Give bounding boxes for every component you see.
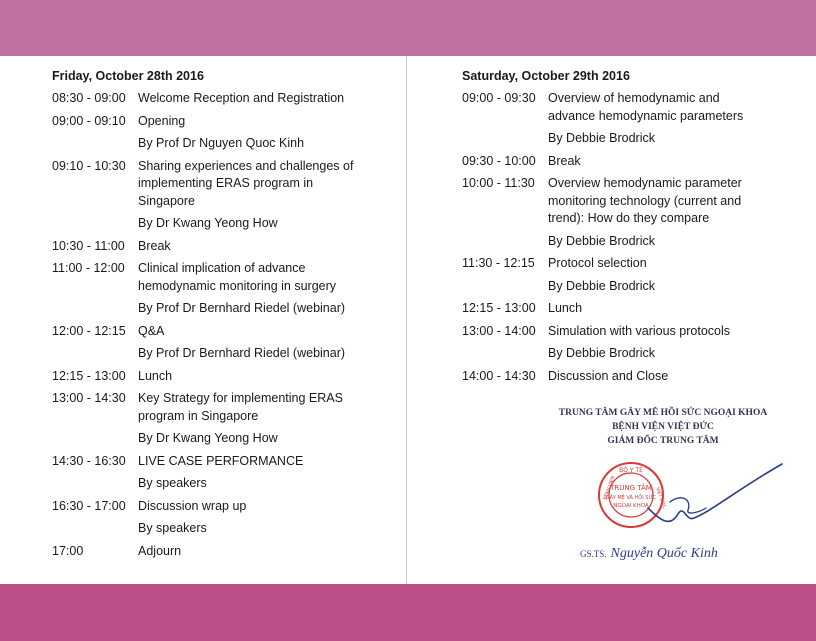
session-text: Lunch (548, 301, 583, 315)
session-time: 12:15 - 13:00 (52, 368, 126, 383)
schedule-row (462, 90, 792, 125)
session-text: By Debbie Brodrick (548, 346, 655, 360)
bottom-color-band (0, 584, 816, 641)
svg-text:BỘ Y TẾ: BỘ Y TẾ (619, 467, 643, 474)
session-time: 11:00 - 12:00 (52, 261, 125, 275)
friday-rows (52, 90, 397, 560)
schedule-row (462, 130, 792, 148)
session-text: Q&A (138, 323, 165, 338)
schedule-row (52, 430, 397, 448)
schedule-row (52, 498, 397, 516)
schedule-row (52, 238, 397, 256)
session-text: Welcome Reception and Registration (138, 91, 345, 105)
svg-text:GÂY MÊ VÀ HỒI SỨC: GÂY MÊ VÀ HỒI SỨC (605, 495, 657, 501)
schedule-row (52, 260, 397, 295)
session-time (52, 345, 138, 363)
session-text: Key Strategy for implementing ERAS program in Singapore (138, 391, 343, 423)
session-text: Adjourn (138, 543, 182, 558)
svg-text:VIỆT ĐỨC: VIỆT ĐỨC (654, 486, 666, 510)
schedule-row (462, 300, 792, 318)
schedule-row (52, 158, 397, 211)
schedule-row (462, 345, 792, 363)
session-time (52, 475, 138, 493)
signature-org-line: TRUNG TÂM GÂY MÊ HỒI SỨC NGOẠI KHOA (558, 408, 768, 418)
session-text: By Dr Kwang Yeong How (138, 431, 278, 445)
session-time: 14:00 - 14:30 (462, 368, 536, 383)
session-text: Opening (138, 113, 186, 128)
svg-text:BỆNH VIỆN: BỆNH VIỆN (603, 475, 617, 501)
session-text: Overview of hemodynamic and advance hemodynamic parameters (548, 91, 744, 123)
schedule-row (462, 278, 792, 296)
signatory-name (580, 546, 718, 562)
session-text: Simulation with various protocols (548, 323, 731, 338)
saturday-schedule (462, 68, 792, 390)
friday-heading: Friday, October 28th 2016 (52, 69, 204, 83)
signatory-full-name: Nguyễn Quốc Kinh (610, 546, 718, 561)
top-color-band (0, 0, 816, 56)
session-text: Protocol selection (548, 256, 647, 270)
session-time (462, 233, 548, 251)
session-text: LIVE CASE PERFORMANCE (138, 453, 304, 468)
session-text: By Debbie Brodrick (548, 278, 655, 293)
session-text: By speakers (138, 476, 207, 490)
session-time: 10:00 - 11:30 (462, 176, 535, 190)
session-time: 17:00 (52, 543, 84, 558)
session-text: By Prof Dr Bernhard Riedel (webinar) (138, 346, 346, 360)
session-time (52, 300, 138, 318)
schedule-row (52, 390, 397, 425)
session-time (52, 520, 138, 538)
session-time: 09:30 - 10:00 (462, 153, 536, 168)
session-text: By Prof Dr Bernhard Riedel (webinar) (138, 301, 346, 315)
session-time (52, 430, 138, 448)
session-time: 11:30 - 12:15 (462, 256, 535, 270)
session-time: 12:00 - 12:15 (52, 323, 126, 338)
schedule-row (52, 300, 397, 318)
saturday-heading: Saturday, October 29th 2016 (462, 69, 630, 83)
session-text: Lunch (138, 368, 173, 383)
schedule-row (462, 323, 792, 341)
schedule-row (462, 368, 792, 386)
schedule-row (462, 153, 792, 171)
session-text: Discussion and Close (548, 368, 669, 383)
schedule-row (52, 90, 397, 108)
schedule-row (462, 175, 792, 228)
session-text: By Debbie Brodrick (548, 233, 655, 248)
session-time: 09:00 - 09:30 (462, 91, 536, 105)
friday-schedule (52, 68, 397, 565)
signature-hospital-line: BỆNH VIỆN VIỆT ĐỨC (612, 422, 714, 432)
svg-text:TRUNG TÂM: TRUNG TÂM (610, 484, 652, 492)
session-time (462, 345, 548, 363)
session-time: 13:00 - 14:00 (462, 323, 536, 338)
session-text: By Dr Kwang Yeong How (138, 216, 278, 230)
session-time: 09:10 - 10:30 (52, 158, 126, 173)
session-text: By speakers (138, 521, 207, 535)
session-text: By Prof Dr Nguyen Quoc Kinh (138, 136, 305, 150)
schedule-row (52, 215, 397, 233)
schedule-row (52, 520, 397, 538)
schedule-row (52, 453, 397, 471)
page-fold-divider (406, 56, 407, 584)
session-time: 10:30 - 11:00 (52, 238, 125, 253)
schedule-row (52, 345, 397, 363)
schedule-row (52, 368, 397, 386)
session-text: Clinical implication of advance hemodynamic monitoring in surgery (138, 261, 337, 293)
signature-title-line: GIÁM ĐỐC TRUNG TÂM (607, 436, 719, 446)
schedule-row (52, 113, 397, 131)
schedule-row (462, 255, 792, 273)
schedule-row (52, 475, 397, 493)
session-text: Sharing experiences and challenges of implementing ERAS program in Singapore (138, 158, 354, 208)
saturday-rows (462, 90, 792, 385)
handwritten-signature (640, 458, 790, 538)
session-time: 14:30 - 16:30 (52, 453, 126, 468)
schedule-row (52, 135, 397, 153)
session-time (52, 135, 138, 153)
session-time: 12:15 - 13:00 (462, 301, 536, 315)
session-time (462, 278, 548, 296)
signatory-title-prefix: GS.TS. (580, 549, 607, 559)
session-time (462, 130, 548, 148)
session-time: 08:30 - 09:00 (52, 91, 126, 105)
schedule-row (52, 323, 397, 341)
session-time: 13:00 - 14:30 (52, 391, 126, 405)
signature-block (545, 406, 781, 448)
session-time: 16:30 - 17:00 (52, 498, 126, 513)
session-text: Overview hemodynamic parameter monitoring technology (current and trend): How do they compare (548, 176, 742, 225)
session-text: Discussion wrap up (138, 498, 247, 513)
schedule-row (462, 233, 792, 251)
svg-text:NGOẠI KHOA: NGOẠI KHOA (613, 503, 649, 509)
session-text: Break (138, 238, 171, 253)
session-text: By Debbie Brodrick (548, 131, 655, 145)
schedule-row (52, 543, 397, 561)
session-time (52, 215, 138, 233)
session-time: 09:00 - 09:10 (52, 113, 126, 128)
session-text: Break (548, 153, 581, 168)
